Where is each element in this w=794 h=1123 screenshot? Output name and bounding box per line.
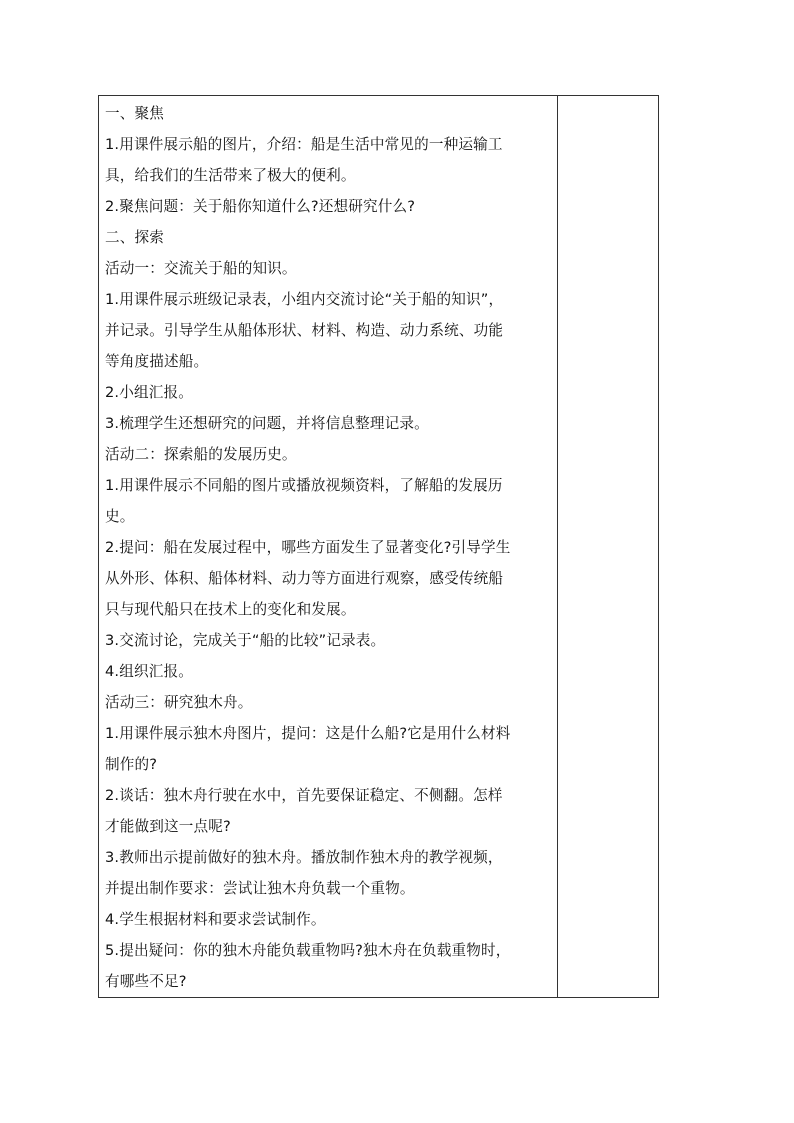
text-line: 1.用课件展示船的图片，介绍：船是生活中常见的一种运输工: [105, 136, 503, 153]
text-line: 等角度描述船。: [105, 353, 209, 370]
text-line: 5.提出疑问：你的独木舟能负载重物吗?独木舟在负载重物时，: [105, 942, 511, 959]
text-line: 一、聚焦: [105, 105, 164, 122]
lesson-content-cell: [99, 96, 558, 997]
text-line: 并记录。引导学生从船体形状、材料、构造、动力系统、功能: [105, 322, 504, 339]
text-line: 4.学生根据材料和要求尝试制作。: [105, 911, 326, 928]
text-line: 有哪些不足?: [105, 973, 187, 990]
text-line: 4.组织汇报。: [105, 663, 193, 680]
text-line: 1.用课件展示不同船的图片或播放视频资料，了解船的发展历: [105, 477, 503, 494]
notes-cell: [558, 96, 658, 997]
text-line: 才能做到这一点呢?: [105, 818, 231, 835]
text-line: 3.交流讨论，完成关于“船的比较”记录表。: [105, 632, 386, 649]
text-line: 活动二：探索船的发展历史。: [105, 446, 297, 463]
text-line: 1.用课件展示独木舟图片，提问：这是什么船?它是用什么材料: [105, 725, 511, 742]
text-line: 2.聚焦问题：关于船你知道什么?还想研究什么?: [105, 198, 416, 215]
text-line: 2.谈话：独木舟行驶在水中，首先要保证稳定、不侧翻。怎样: [105, 787, 503, 804]
text-line: 制作的?: [105, 756, 158, 773]
text-line: 具，给我们的生活带来了极大的便利。: [105, 167, 356, 184]
text-line: 只与现代船只在技术上的变化和发展。: [105, 601, 356, 618]
text-line: 二、探索: [105, 229, 164, 246]
text-line: 2.小组汇报。: [105, 384, 193, 401]
text-line: 3.梳理学生还想研究的问题，并将信息整理记录。: [105, 415, 429, 432]
text-line: 从外形、体积、船体材料、动力等方面进行观察，感受传统船: [105, 570, 504, 587]
text-line: 2.提问：船在发展过程中，哪些方面发生了显著变化?引导学生: [105, 539, 511, 556]
text-line: 3.教师出示提前做好的独木舟。播放制作独木舟的教学视频，: [105, 849, 503, 866]
lesson-table: [98, 95, 659, 998]
text-line: 1.用课件展示班级记录表，小组内交流讨论“关于船的知识”，: [105, 291, 504, 308]
text-line: 史。: [105, 508, 135, 525]
text-line: 活动三：研究独木舟。: [105, 694, 253, 711]
text-line: 并提出制作要求：尝试让独木舟负载一个重物。: [105, 880, 415, 897]
text-line: 活动一：交流关于船的知识。: [105, 260, 297, 277]
